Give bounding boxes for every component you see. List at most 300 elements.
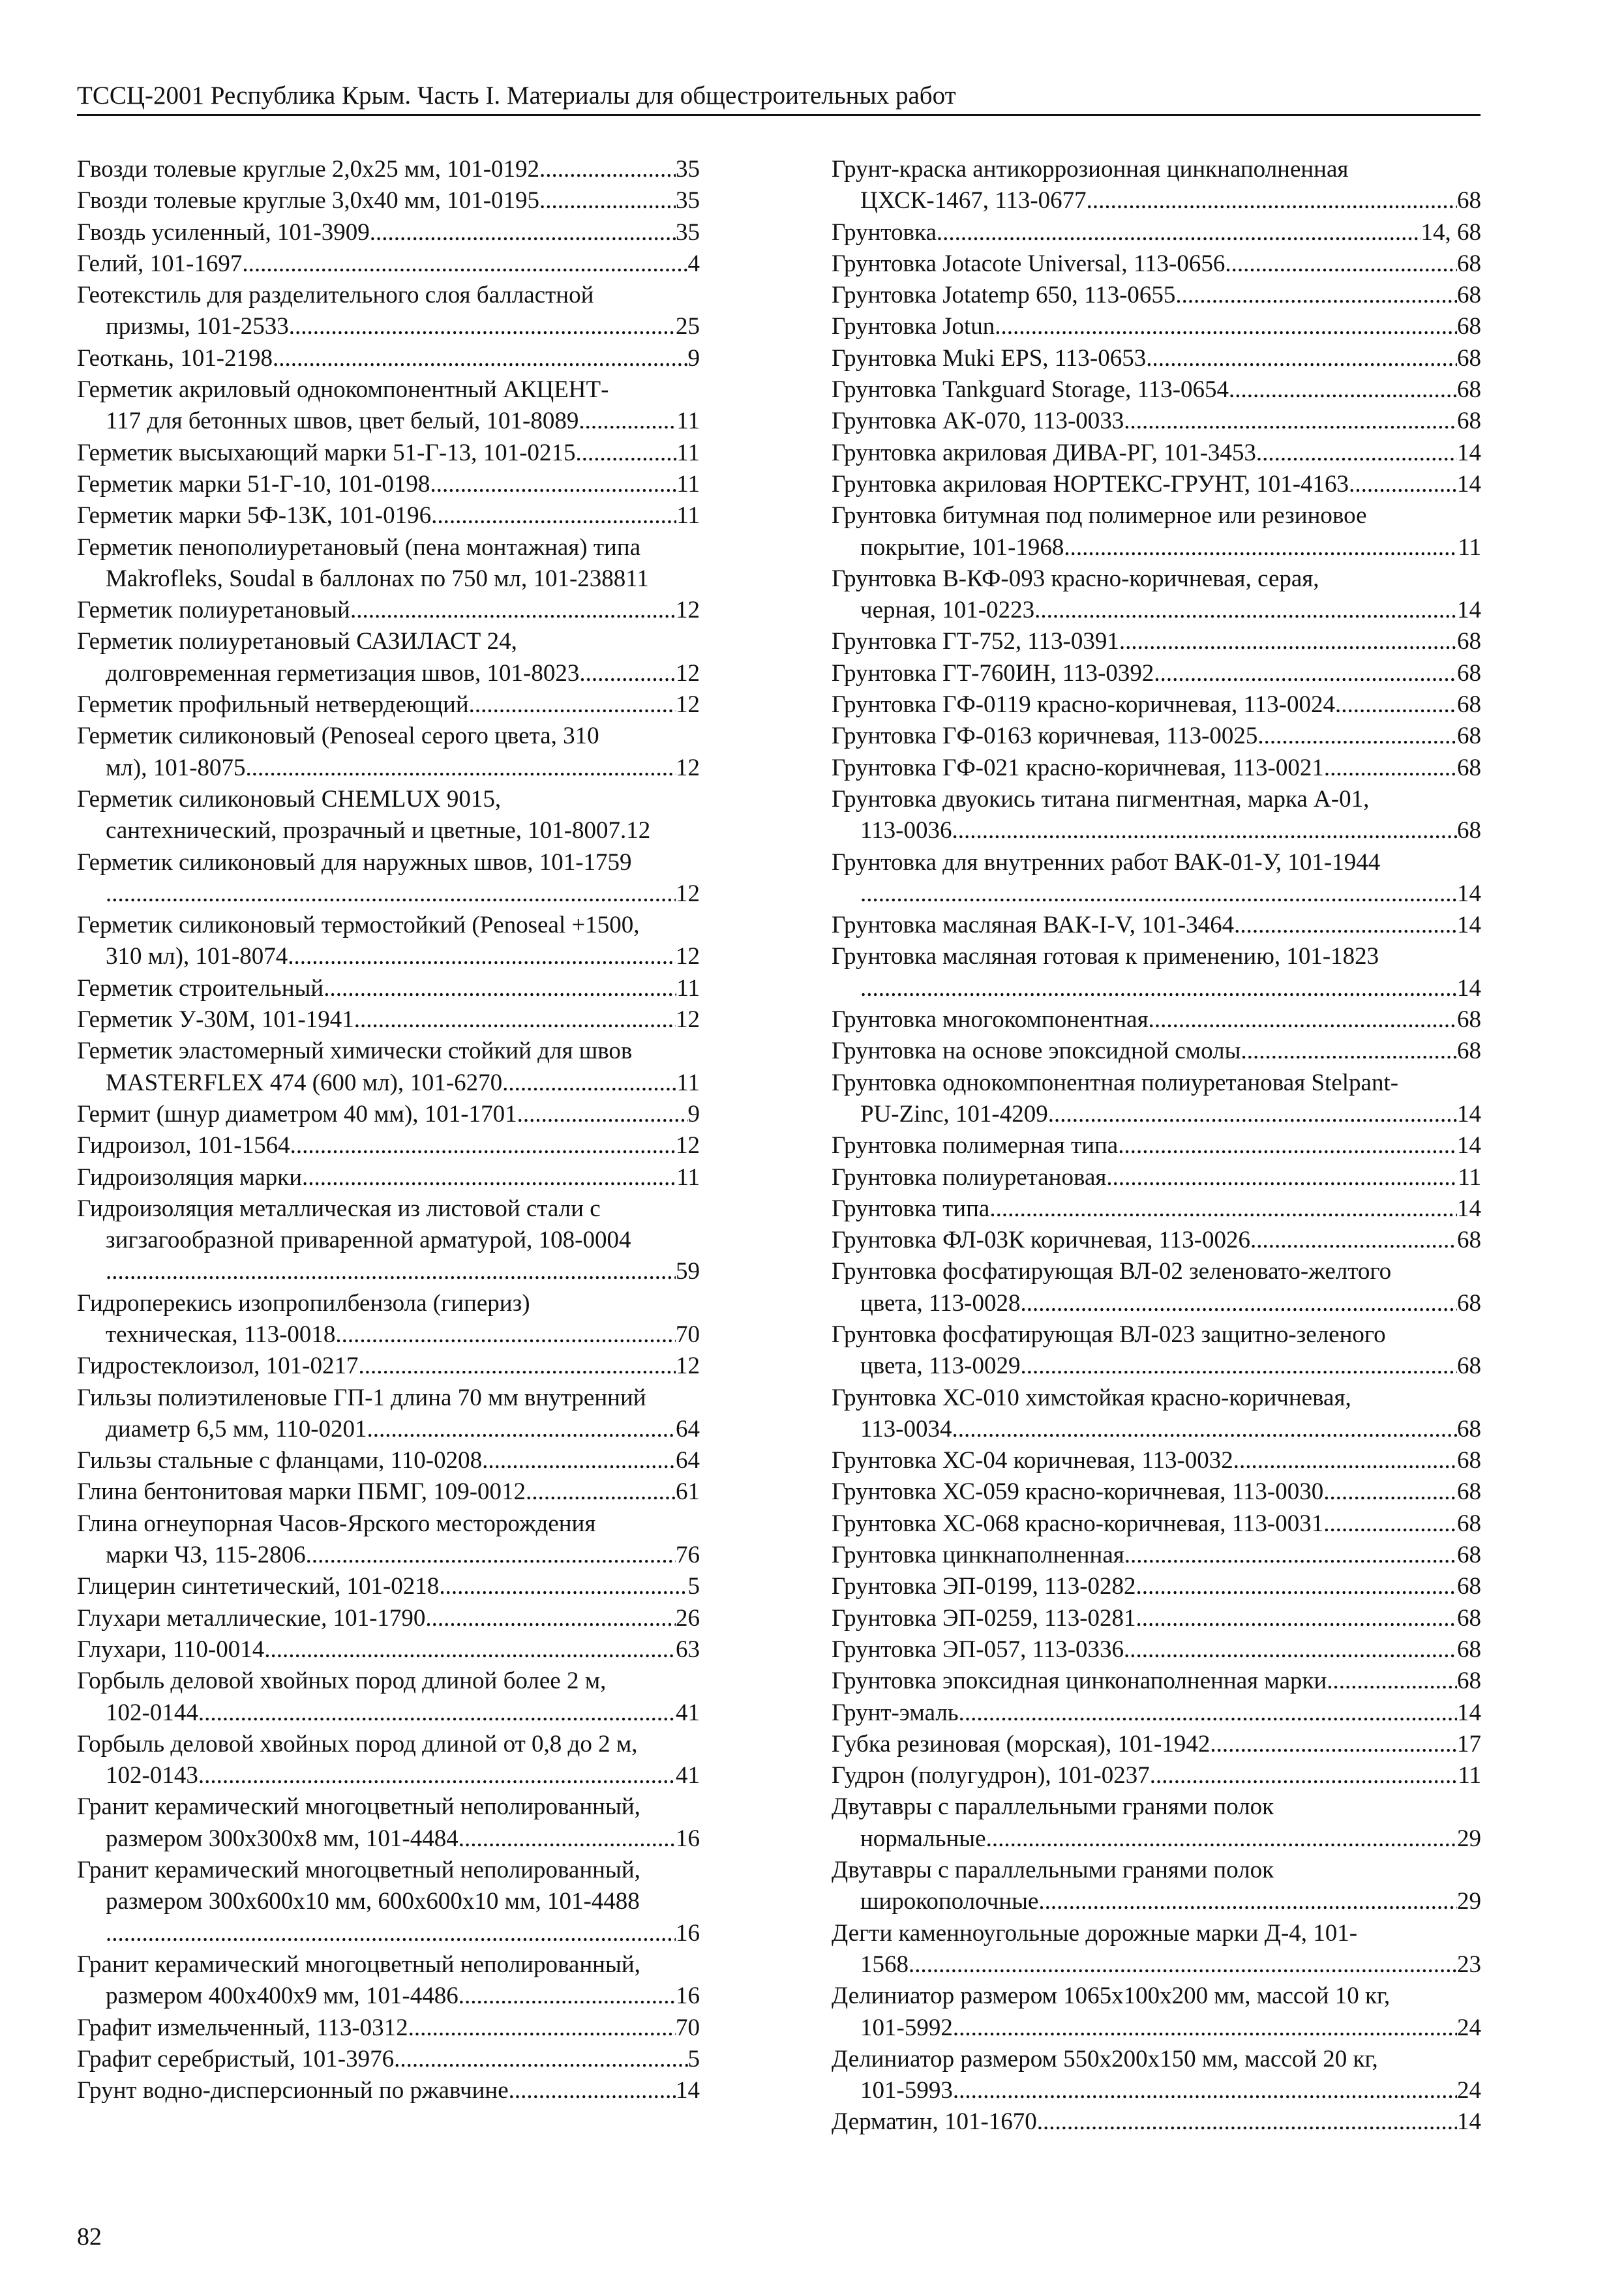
dot-leader bbox=[1150, 1760, 1458, 1791]
entry-line bbox=[77, 154, 700, 185]
dot-leader bbox=[1064, 532, 1458, 563]
entry-text: размером 300х300х8 мм, 101-4484 bbox=[106, 1825, 459, 1852]
entry-page-ref: 24 bbox=[1457, 2014, 1481, 2041]
entry-line bbox=[832, 847, 1481, 878]
entry-text: Грунтовка ХС-068 красно-коричневая, 113-0031 bbox=[832, 1510, 1324, 1537]
entry-page-ref: 68 bbox=[1457, 1038, 1481, 1065]
entry-line bbox=[832, 500, 1481, 531]
dot-leader bbox=[579, 406, 676, 437]
entry-line bbox=[77, 2075, 700, 2106]
entry-line bbox=[77, 1445, 700, 1476]
index-entry bbox=[832, 154, 1481, 217]
entry-text: MASTERFLEX 474 (600 мл), 101-6270 bbox=[106, 1069, 503, 1096]
entry-continuation-line bbox=[77, 1414, 700, 1445]
entry-text: Грунтовка ХС-010 химстойкая красно-коричневая, bbox=[832, 1384, 1351, 1411]
dot-leader bbox=[909, 1949, 1457, 1981]
entry-line bbox=[832, 311, 1481, 342]
entry-page-ref: 11 bbox=[676, 1163, 700, 1191]
dot-leader bbox=[1020, 1351, 1457, 1382]
entry-continuation-line bbox=[832, 1823, 1481, 1855]
entry-page-ref: 11 bbox=[676, 439, 700, 466]
entry-line bbox=[832, 1256, 1481, 1287]
entry-line bbox=[832, 941, 1481, 972]
entry-page-ref: 35 bbox=[676, 218, 700, 246]
entry-page-ref: 12 bbox=[676, 1006, 700, 1034]
entry-page-ref: 68 bbox=[1457, 313, 1481, 340]
entry-continuation-line bbox=[77, 311, 700, 342]
entry-page-ref: 14 bbox=[1457, 912, 1481, 939]
dot-leader bbox=[575, 438, 676, 469]
entry-text: Грунтовка ЭП-057, 113-0336 bbox=[832, 1636, 1124, 1663]
entry-text: PU-Zinc, 101-4209 bbox=[860, 1100, 1048, 1128]
entry-line bbox=[77, 185, 700, 217]
entry-line bbox=[77, 1193, 700, 1225]
index-entry bbox=[77, 1666, 700, 1729]
entry-text: 1568 bbox=[860, 1951, 909, 1978]
index-entry bbox=[77, 1004, 700, 1036]
entry-line bbox=[832, 1036, 1481, 1067]
entry-line bbox=[77, 973, 700, 1004]
index-entry bbox=[77, 721, 700, 784]
entry-line bbox=[77, 1162, 700, 1193]
index-entry bbox=[832, 847, 1481, 910]
entry-line bbox=[832, 1508, 1481, 1540]
dot-leader bbox=[1241, 1036, 1457, 1067]
dot-leader bbox=[1038, 1886, 1457, 1917]
dot-leader bbox=[290, 1130, 676, 1161]
index-entry bbox=[77, 595, 700, 626]
entry-continuation-line bbox=[77, 1225, 700, 1256]
entry-text: размером 400х400х9 мм, 101-4486 bbox=[106, 1982, 459, 2010]
entry-text: Грунтовка ХС-04 коричневая, 113-0032 bbox=[832, 1447, 1233, 1474]
entry-page-ref: 12 bbox=[676, 1353, 700, 1380]
entry-continuation-line bbox=[77, 1256, 700, 1287]
entry-page-ref: 12 bbox=[676, 597, 700, 624]
entry-line bbox=[832, 1383, 1481, 1414]
entry-text: 117 для бетонных швов, цвет белый, 101-8089 bbox=[106, 408, 579, 435]
entry-line bbox=[77, 1634, 700, 1666]
entry-text: Грунт водно-дисперсионный по ржавчине bbox=[77, 2077, 509, 2104]
entry-text: Грунтовка ГФ-0163 коричневая, 113-0025 bbox=[832, 723, 1258, 750]
entry-page-ref: 68 bbox=[1457, 282, 1481, 309]
entry-text: Грунтовка ХС-059 красно-коричневая, 113-0030 bbox=[832, 1478, 1324, 1506]
entry-line bbox=[77, 374, 700, 406]
entry-page-ref: 68 bbox=[1457, 250, 1481, 277]
entry-text: Гидроизол, 101-1564 bbox=[77, 1132, 290, 1159]
entry-page-ref: 14 bbox=[1457, 880, 1481, 907]
dot-leader bbox=[354, 1004, 676, 1036]
entry-line bbox=[77, 1288, 700, 1319]
entry-line bbox=[832, 1729, 1481, 1760]
entry-page-ref: 14 bbox=[1457, 1699, 1481, 1726]
entry-text: 310 мл), 101-8074 bbox=[106, 943, 288, 970]
entry-text: Гранит керамический многоцветный неполированный, bbox=[77, 1793, 640, 1821]
dot-leader bbox=[1234, 910, 1457, 941]
entry-text: Грунтовка Tankguard Storage, 113-0654 bbox=[832, 376, 1229, 404]
entry-page-ref: 76 bbox=[676, 1542, 700, 1569]
index-entry bbox=[832, 1130, 1481, 1161]
entry-continuation-line bbox=[832, 2075, 1481, 2106]
entry-text: Грунтовка полиуретановая bbox=[832, 1163, 1107, 1191]
index-entry bbox=[832, 1918, 1481, 1981]
entry-page-ref: 9 bbox=[687, 344, 700, 372]
entry-text: Гудрон (полугудрон), 101-0237 bbox=[832, 1762, 1150, 1789]
entry-continuation-line bbox=[77, 1068, 700, 1099]
entry-line bbox=[832, 721, 1481, 752]
index-entry bbox=[832, 721, 1481, 752]
index-entry bbox=[77, 217, 700, 248]
entry-text: Грунтовка акриловая ДИВА-РГ, 101-3453 bbox=[832, 439, 1256, 466]
entry-text: Гильзы полиэтиленовые ГП-1 длина 70 мм внутренний bbox=[77, 1384, 646, 1411]
entry-continuation-line bbox=[77, 941, 700, 972]
entry-line bbox=[77, 689, 700, 721]
entry-text: зигзагообразной приваренной арматурой, 108-0004 bbox=[106, 1227, 631, 1254]
entry-line bbox=[77, 1603, 700, 1634]
entry-page-ref: 68 bbox=[1457, 628, 1481, 655]
entry-line bbox=[832, 1162, 1481, 1193]
entry-line bbox=[832, 1445, 1481, 1476]
dot-leader bbox=[106, 878, 676, 910]
entry-page-ref: 29 bbox=[1457, 1825, 1481, 1852]
index-entry bbox=[832, 1383, 1481, 1446]
entry-line bbox=[832, 248, 1481, 280]
index-entry bbox=[77, 1162, 700, 1193]
entry-page-ref: 70 bbox=[676, 2014, 700, 2041]
entry-text: долговременная герметизация швов, 101-8023 bbox=[106, 659, 580, 687]
entry-line bbox=[832, 563, 1481, 595]
dot-leader bbox=[1146, 343, 1457, 374]
index-entry bbox=[832, 1981, 1481, 2044]
entry-text: Горбыль деловой хвойных пород длиной более 2 м, bbox=[77, 1668, 607, 1695]
entry-page-ref: 68 bbox=[1457, 344, 1481, 372]
index-entry bbox=[77, 1634, 700, 1666]
entry-text: Грунтовка на основе эпоксидной смолы bbox=[832, 1038, 1241, 1065]
index-entry bbox=[832, 1540, 1481, 1571]
entry-text: Грунтовка ГТ-752, 113-0391 bbox=[832, 628, 1119, 655]
entry-continuation-line bbox=[832, 1949, 1481, 1981]
index-entry bbox=[77, 185, 700, 217]
index-entry bbox=[832, 406, 1481, 437]
index-entry bbox=[832, 1319, 1481, 1383]
dot-leader bbox=[198, 1698, 676, 1729]
index-entry bbox=[77, 847, 700, 910]
index-entry bbox=[77, 374, 700, 438]
dot-leader bbox=[408, 2012, 676, 2044]
dot-leader bbox=[431, 500, 676, 531]
entry-page-ref: 35 bbox=[676, 156, 700, 183]
entry-line bbox=[77, 1004, 700, 1036]
entry-line bbox=[832, 469, 1481, 500]
entry-text: Герметик строительный bbox=[77, 974, 324, 1002]
dot-leader bbox=[1106, 1162, 1458, 1193]
dot-leader bbox=[1225, 248, 1457, 280]
index-entry bbox=[77, 1383, 700, 1446]
index-entry bbox=[832, 1162, 1481, 1193]
entry-text: Makrofleks, Soudal в баллонах по 750 мл, 101-2388 bbox=[106, 565, 626, 592]
index-entry bbox=[832, 1068, 1481, 1131]
entry-text: Гидроизоляция металлическая из листовой стали с bbox=[77, 1195, 601, 1222]
entry-continuation-line bbox=[77, 1540, 700, 1571]
entry-line bbox=[77, 217, 700, 248]
entry-page-ref: 25 bbox=[676, 313, 700, 340]
entry-text: 102-0144 bbox=[106, 1699, 198, 1726]
entry-text: Грунтовка цинкнаполненная bbox=[832, 1542, 1124, 1569]
entry-line bbox=[832, 280, 1481, 311]
dot-leader bbox=[959, 1698, 1457, 1729]
entry-page-ref: 14 bbox=[1457, 597, 1481, 624]
entry-text: Грунтовка полимерная типа bbox=[832, 1132, 1119, 1159]
entry-continuation-line bbox=[832, 595, 1481, 626]
entry-text: Грунтовка ЭП-0199, 113-0282 bbox=[832, 1573, 1136, 1600]
entry-line bbox=[77, 532, 700, 563]
entry-line bbox=[832, 910, 1481, 941]
entry-text: Гранит керамический многоцветный неполированный, bbox=[77, 1857, 640, 1884]
index-entry bbox=[832, 1634, 1481, 1666]
dot-leader bbox=[1119, 626, 1457, 657]
dot-leader bbox=[937, 217, 1421, 248]
dot-leader bbox=[459, 1823, 676, 1855]
index-column-right bbox=[832, 154, 1481, 2138]
index-entry bbox=[77, 469, 700, 500]
entry-continuation-line bbox=[832, 2012, 1481, 2044]
dot-leader bbox=[1349, 469, 1457, 500]
index-entry bbox=[77, 2012, 700, 2044]
entry-page-ref: 68 bbox=[1457, 817, 1481, 845]
entry-text: Дегти каменноугольные дорожные марки Д-4, 101- bbox=[832, 1919, 1358, 1947]
entry-line bbox=[77, 500, 700, 531]
entry-page-ref: 68 bbox=[1457, 1006, 1481, 1034]
entry-text: Гидроперекись изопропилбензола (гипериз) bbox=[77, 1289, 530, 1317]
entry-text: Герметик высыхающий марки 51-Г-13, 101-0215 bbox=[77, 439, 576, 466]
entry-text: Герметик силиконовый CHEMLUX 9015, bbox=[77, 785, 502, 813]
entry-line bbox=[832, 1666, 1481, 1697]
entry-text: Грунтовка АК-070, 113-0033 bbox=[832, 408, 1124, 435]
entry-text: Губка резиновая (морская), 101-1942 bbox=[832, 1730, 1210, 1758]
entry-text: Глухари, 110-0014 bbox=[77, 1636, 265, 1663]
entry-page-ref: 12 bbox=[676, 691, 700, 719]
entry-text: Гермит (шнур диаметром 40 мм), 101-1701 bbox=[77, 1100, 517, 1128]
entry-page-ref: 14 bbox=[1457, 2108, 1481, 2136]
entry-line bbox=[77, 1729, 700, 1760]
dot-leader bbox=[539, 185, 676, 217]
entry-line bbox=[77, 280, 700, 311]
entry-page-ref: 14 bbox=[1457, 1100, 1481, 1128]
index-entry bbox=[77, 1508, 700, 1572]
entry-continuation-line bbox=[832, 815, 1481, 846]
entry-line bbox=[832, 1225, 1481, 1256]
dot-leader bbox=[394, 2044, 687, 2075]
dot-leader bbox=[1037, 2106, 1457, 2138]
dot-leader bbox=[860, 878, 1457, 910]
entry-line bbox=[77, 784, 700, 815]
dot-leader bbox=[509, 2075, 676, 2106]
entry-line bbox=[832, 1004, 1481, 1036]
index-entry bbox=[77, 500, 700, 531]
entry-page-ref: 68 bbox=[1457, 1353, 1481, 1380]
entry-page-ref: 16 bbox=[676, 1919, 700, 1947]
entry-page-ref: 11 bbox=[625, 565, 649, 592]
index-entry bbox=[832, 438, 1481, 469]
entry-page-ref: 11 bbox=[676, 1069, 700, 1096]
entry-text: Герметик полиуретановый bbox=[77, 597, 350, 624]
entry-page-ref: 14 bbox=[1457, 974, 1481, 1002]
index-entry bbox=[832, 311, 1481, 342]
entry-line bbox=[77, 1130, 700, 1161]
index-entry bbox=[832, 910, 1481, 941]
entry-line bbox=[832, 343, 1481, 374]
entry-line bbox=[832, 1760, 1481, 1791]
entry-page-ref: 68 bbox=[1457, 1447, 1481, 1474]
entry-page-ref: 14 bbox=[676, 2077, 700, 2104]
index-entry bbox=[832, 217, 1481, 248]
entry-line bbox=[832, 1193, 1481, 1225]
dot-leader bbox=[953, 2075, 1457, 2106]
index-entry bbox=[832, 1698, 1481, 1729]
index-entry bbox=[832, 1508, 1481, 1540]
entry-page-ref: 68 bbox=[1457, 1668, 1481, 1695]
entry-page-ref: 68 bbox=[1457, 1542, 1481, 1569]
entry-page-ref: 11 bbox=[1458, 1762, 1481, 1789]
entry-text: Грунтовка Jotun bbox=[832, 313, 995, 340]
entry-page-ref: 68 bbox=[1457, 1478, 1481, 1506]
entry-line bbox=[832, 1698, 1481, 1729]
dot-leader bbox=[539, 154, 676, 185]
entry-page-ref: 68 bbox=[1457, 187, 1481, 215]
dot-leader bbox=[1124, 1634, 1457, 1666]
index-entry bbox=[77, 1445, 700, 1476]
entry-line bbox=[832, 626, 1481, 657]
dot-leader bbox=[370, 217, 676, 248]
entry-text: Грунтовка ГФ-021 красно-коричневая, 113-0021 bbox=[832, 754, 1324, 781]
index-entry bbox=[832, 784, 1481, 847]
entry-text: Герметик силиконовый для наружных швов, 101-1759 bbox=[77, 848, 632, 876]
index-entry bbox=[77, 154, 700, 185]
dot-leader bbox=[1136, 1603, 1457, 1634]
entry-text: Грунтовка фосфатирующая ВЛ-023 защитно-зеленого bbox=[832, 1321, 1386, 1348]
index-entry bbox=[77, 280, 700, 343]
dot-leader bbox=[1323, 1476, 1457, 1508]
index-entry bbox=[832, 941, 1481, 1004]
entry-line bbox=[77, 1476, 700, 1508]
entry-text: Грунтовка эпоксидная цинконаполненная марки bbox=[832, 1668, 1327, 1695]
entry-text: 113-0034 bbox=[860, 1415, 952, 1443]
index-column-left bbox=[77, 154, 700, 2106]
entry-line bbox=[832, 374, 1481, 406]
entry-line bbox=[77, 248, 700, 280]
entry-line bbox=[832, 2106, 1481, 2138]
entry-line bbox=[77, 1666, 700, 1697]
entry-page-ref: 64 bbox=[676, 1415, 700, 1443]
entry-text: Горбыль деловой хвойных пород длиной от 0,8 до 2 м, bbox=[77, 1730, 638, 1758]
entry-text: Глицерин синтетический, 101-0218 bbox=[77, 1573, 440, 1600]
dot-leader bbox=[1324, 753, 1457, 784]
dot-leader bbox=[439, 1571, 687, 1602]
dot-leader bbox=[1034, 595, 1457, 626]
entry-line bbox=[77, 1571, 700, 1602]
entry-line bbox=[832, 154, 1481, 185]
dot-leader bbox=[860, 973, 1457, 1004]
entry-page-ref: 12 bbox=[676, 943, 700, 970]
dot-leader bbox=[1048, 1099, 1457, 1130]
dot-leader bbox=[106, 1918, 676, 1949]
entry-line bbox=[77, 1351, 700, 1382]
entry-text: Грунтовка многокомпонентная bbox=[832, 1006, 1149, 1034]
entry-line bbox=[832, 1571, 1481, 1602]
entry-continuation-line bbox=[832, 878, 1481, 910]
entry-continuation-line bbox=[832, 532, 1481, 563]
index-entry bbox=[832, 1729, 1481, 1760]
index-entry bbox=[832, 1855, 1481, 1918]
index-entry bbox=[77, 1603, 700, 1634]
entry-line bbox=[77, 469, 700, 500]
index-entry bbox=[832, 374, 1481, 406]
entry-text: ЦХСК-1467, 113-0677 bbox=[860, 187, 1087, 215]
entry-text: Графит измельченный, 113-0312 bbox=[77, 2014, 408, 2041]
entry-continuation-line bbox=[77, 753, 700, 784]
entry-text: 113-0036 bbox=[860, 817, 952, 845]
index-entry bbox=[832, 1666, 1481, 1697]
entry-text: техническая, 113-0018 bbox=[106, 1321, 336, 1348]
entry-line bbox=[77, 721, 700, 752]
dot-leader bbox=[1149, 1004, 1457, 1036]
entry-text: Глина бентонитовая марки ПБМГ, 109-0012 bbox=[77, 1478, 526, 1506]
entry-text: Герметик марки 5Ф-13К, 101-0196 bbox=[77, 502, 432, 530]
entry-text: Геоткань, 101-2198 bbox=[77, 344, 273, 372]
entry-text: цвета, 113-0029 bbox=[860, 1353, 1021, 1380]
index-entry bbox=[832, 343, 1481, 374]
entry-page-ref: 11 bbox=[1458, 1163, 1481, 1191]
dot-leader bbox=[350, 595, 676, 626]
entry-page-ref: 12 bbox=[676, 754, 700, 781]
entry-text: Грунтовка В-КФ-093 красно-коричневая, серая, bbox=[832, 565, 1319, 592]
entry-text: Гильзы стальные с фланцами, 110-0208 bbox=[77, 1447, 483, 1474]
entry-text: Грунтовка масляная готовая к применению, 101-1823 bbox=[832, 943, 1379, 970]
entry-page-ref: 5 bbox=[687, 1573, 700, 1600]
entry-line bbox=[832, 2044, 1481, 2075]
entry-continuation-line bbox=[832, 1288, 1481, 1319]
index-entry bbox=[832, 469, 1481, 500]
index-entry bbox=[832, 1445, 1481, 1476]
entry-continuation-line bbox=[832, 185, 1481, 217]
dot-leader bbox=[273, 343, 687, 374]
entry-page-ref: 26 bbox=[676, 1604, 700, 1632]
entry-page-ref: 68 bbox=[1457, 1510, 1481, 1537]
dot-leader bbox=[306, 1540, 676, 1571]
entry-page-ref: 16 bbox=[676, 1825, 700, 1852]
entry-text: Геотекстиль для разделительного слоя балластной bbox=[77, 282, 594, 309]
index-entry bbox=[77, 1791, 700, 1855]
entry-text: Герметик эластомерный химически стойкий для швов bbox=[77, 1038, 633, 1065]
dot-leader bbox=[302, 1162, 676, 1193]
index-entry bbox=[832, 280, 1481, 311]
entry-continuation-line bbox=[832, 1351, 1481, 1382]
entry-text: нормальные bbox=[860, 1825, 986, 1852]
dot-leader bbox=[1257, 721, 1457, 752]
index-entry bbox=[832, 626, 1481, 657]
entry-page-ref: 41 bbox=[676, 1699, 700, 1726]
entry-line bbox=[77, 595, 700, 626]
entry-line bbox=[77, 1508, 700, 1540]
index-entry bbox=[77, 1351, 700, 1382]
entry-text: широкополочные bbox=[860, 1888, 1039, 1915]
entry-page-ref: 12 bbox=[676, 1132, 700, 1159]
running-header-title: ТССЦ-2001 Республика Крым. Часть I. Материалы для общестроительных работ bbox=[77, 82, 956, 110]
entry-page-ref: 12 bbox=[676, 659, 700, 687]
entry-line bbox=[77, 1099, 700, 1130]
index-entry bbox=[77, 784, 700, 847]
entry-line bbox=[832, 784, 1481, 815]
entry-text: 101-5992 bbox=[860, 2014, 953, 2041]
